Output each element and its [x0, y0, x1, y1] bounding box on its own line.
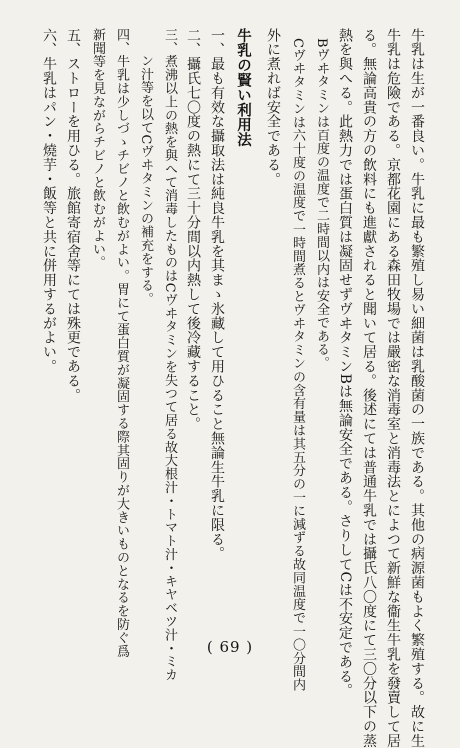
section-heading: 牛乳の賢い利用法: [235, 28, 252, 148]
text-line-4: 熱を與へる。此熱力では蛋白質は凝固せずヴヰタミンBは無論安全である。さりしてCは不安定である。: [337, 28, 353, 698]
text-line-6: Cヴヰタミンは六十度の温度で一時間煮るとヴヰタミンの含有量は其五分の一に減ずる故同温度で一〇分間内: [290, 38, 305, 692]
list-item-4-cont: 新聞等を見ながらチビノと飲むがよい。: [90, 28, 105, 270]
page-number: ( 69 ): [206, 638, 254, 656]
list-item-3-cont: ン汁等を以てCヴヰタミンの補充をする。: [138, 54, 153, 306]
list-item-2: 二、攝氏七〇度の熱にて三十分間以内熱して後冷藏すること。: [185, 28, 201, 432]
text-line-3: る。無論高貴の方の飲料にも進獻されると聞いて居る。後述にては普通牛乳では攝氏八〇度にて三〇分以下の蒸: [361, 28, 377, 748]
text-line-5: Bヴヰタミンは百度の温度で二時間以内は安全である。: [314, 38, 329, 370]
text-line-1: 牛乳は生が一番良い。牛乳に最も繁殖し易い細菌は乳酸菌の一族である。其他の病源菌もよく繁殖する。故に生: [409, 28, 425, 748]
list-item-3: 三、煮沸以上の熱を與へて消毒したものはCヴヰタミンを失つて居る故大根汁・トマト汁・キヤベツ汁・ミカ: [162, 28, 177, 682]
text-line-2: 牛乳は危險である。京都花園にある森田牧場では嚴密な消毒室と消毒法とによつて新鮮な衞生牛乳を發賣して居: [385, 28, 401, 748]
text-line-7: 外に煮れば安全である。: [265, 28, 281, 187]
list-item-1: 一、最も有效な攝取法は純良牛乳を其まゝ氷藏して用ひること無論生牛乳に限る。: [209, 28, 225, 561]
list-item-5: 五、ストローを用ひる。旅館寄宿舍等にては殊更である。: [65, 28, 81, 403]
list-item-6: 六、牛乳はパン・燒芋・飯等と共に併用するがよい。: [41, 28, 57, 374]
list-item-4: 四、牛乳は少しづゝチビノと飲むがよい。胃にて蛋白質が凝固する際其固りが大きいものとなるを防ぐ爲: [114, 28, 129, 658]
